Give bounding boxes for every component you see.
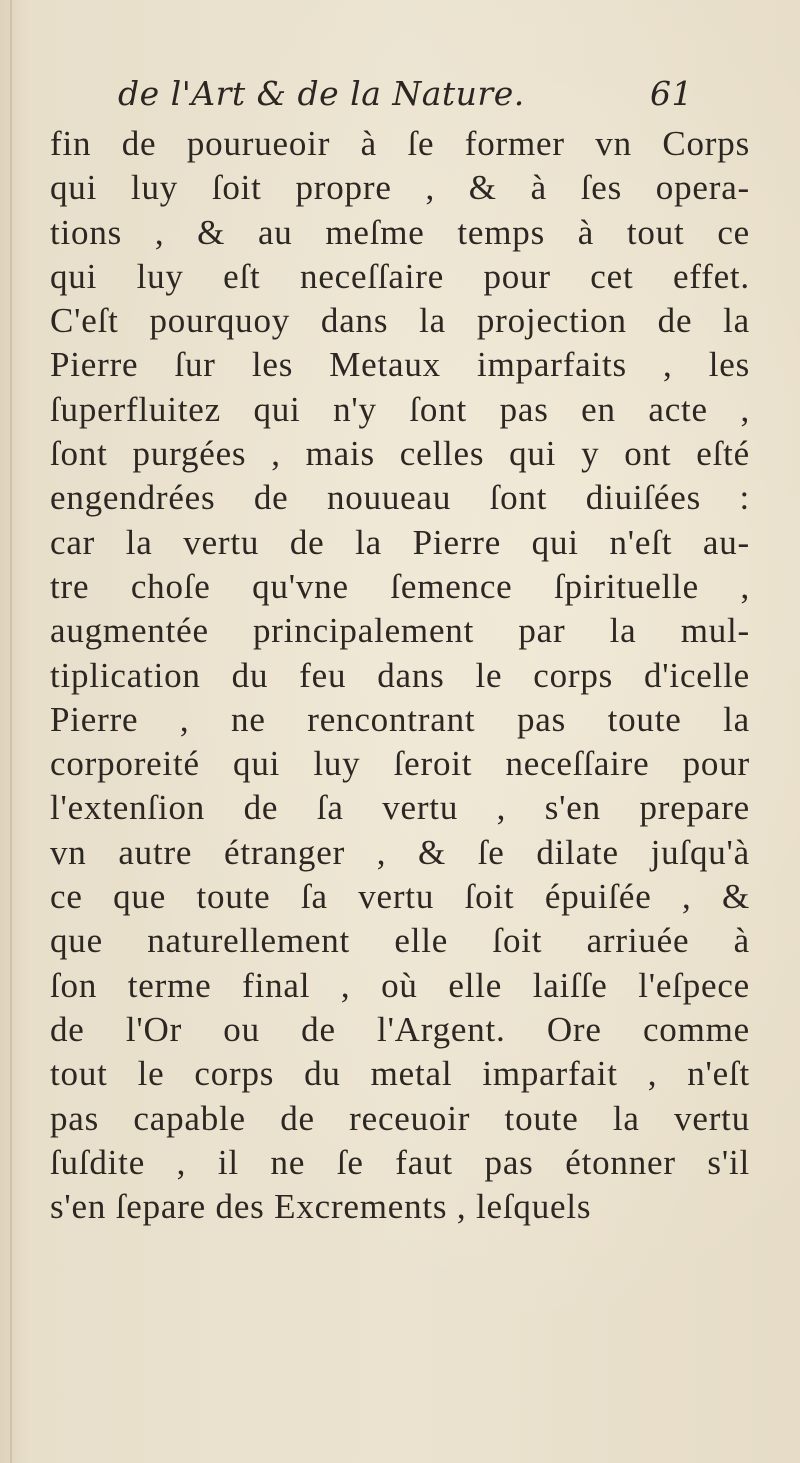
text-line: car la vertu de la Pierre qui n'eſt au-	[50, 522, 750, 562]
text-line: tout le corps du metal imparfait , n'eſt	[50, 1054, 750, 1094]
text-line: de l'Or ou de l'Argent. Ore comme	[50, 1009, 750, 1049]
text-line: ſont purgées , mais celles qui y ont eſté	[50, 434, 750, 474]
text-line: fin de pourueoir à ſe former vn Corps	[50, 124, 750, 163]
text-line: ce que toute ſa vertu ſoit épuiſée , &	[50, 877, 750, 917]
text-line: engendrées de nouueau ſont diuiſées :	[50, 478, 750, 518]
text-line: tiplication du feu dans le corps d'icelle	[50, 655, 750, 695]
text-line: ſuſdite , il ne ſe faut pas étonner s'il	[50, 1142, 750, 1182]
text-line: l'extenſion de ſa vertu , s'en prepare	[50, 788, 750, 828]
running-head	[118, 70, 693, 118]
text-line: C'eſt pourquoy dans la projection de la	[50, 301, 750, 341]
text-line: que naturellement elle ſoit arriuée à	[50, 921, 750, 961]
text-line: Pierre ſur les Metaux imparfaits , les	[50, 345, 750, 385]
page-gutter	[10, 0, 12, 1463]
text-line: tre choſe qu'vne ſemence ſpirituelle ,	[50, 566, 750, 606]
text-line: s'en ſepare des Excrements , leſquels	[50, 1187, 592, 1227]
text-line: ſuperfluitez qui n'y ſont pas en acte ,	[50, 389, 750, 429]
text-line: tions , & au meſme temps à tout ce	[50, 212, 750, 252]
page-number: 61	[650, 74, 693, 113]
text-line: qui luy eſt neceſſaire pour cet effet.	[50, 256, 750, 296]
text-line: pas capable de receuoir toute la vertu	[50, 1098, 750, 1138]
text-line: Pierre , ne rencontrant pas toute la	[50, 699, 750, 739]
text-line: ſon terme final , où elle laiſſe l'eſpece	[50, 965, 750, 1005]
running-head-title: de l'Art & de la Nature.	[118, 74, 525, 113]
text-line: augmentée principalement par la mul-	[50, 611, 750, 651]
text-line: vn autre étranger , & ſe dilate juſqu'à	[50, 832, 750, 872]
text-line: corporeité qui luy ſeroit neceſſaire pour	[50, 744, 750, 784]
body-text	[50, 122, 750, 1229]
text-line: qui luy ſoit propre , & à ſes opera-	[50, 168, 750, 208]
